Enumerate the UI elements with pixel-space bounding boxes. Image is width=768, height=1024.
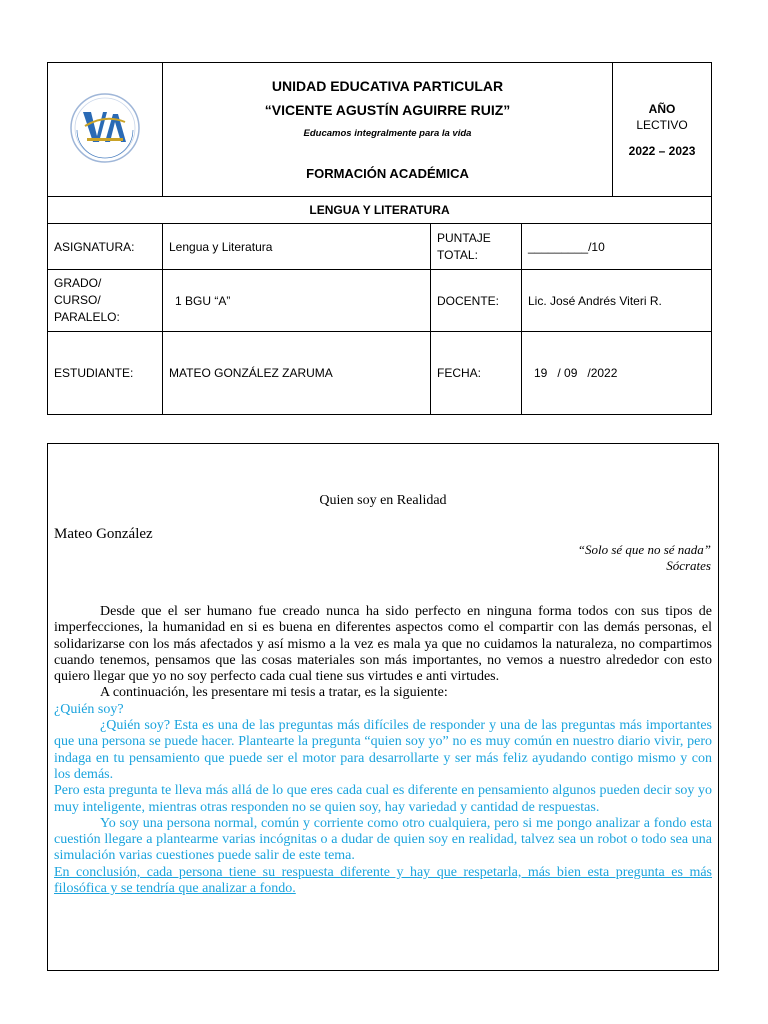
paragraph-development: ¿Quién soy? Esta es una de las preguntas más difíciles de responder y una de las preguntas más importantes que una persona se puede hacer. Plantearte la pregunta “quien soy yo” no es muy común en nuestro diario vivir, pero indaga en tu pensamiento que puede ser el motor para desarrollarte y ser más feliz ayudando contigo mismo y con los demás. — [54, 718, 712, 782]
asignatura-label: ASIGNATURA: — [48, 224, 163, 270]
epigraph — [578, 542, 711, 574]
logo-cell — [48, 63, 163, 197]
docente-label: DOCENTE: — [431, 270, 522, 332]
year-value: 2022 – 2023 — [628, 143, 696, 158]
header-table — [47, 62, 712, 415]
docente-value: Lic. José Andrés Viteri R. — [522, 270, 712, 332]
estudiante-value: MATEO GONZÁLEZ ZARUMA — [163, 332, 431, 415]
department-title: FORMACIÓN ACADÉMICA — [306, 166, 469, 181]
year-label-2: LECTIVO — [636, 117, 688, 132]
fecha-label: FECHA: — [431, 332, 522, 415]
essay-author: Mateo González — [54, 526, 153, 542]
subject-heading: LENGUA Y LITERATURA — [48, 197, 712, 224]
grado-label-1: GRADO/ — [54, 276, 102, 290]
academic-year-cell — [613, 63, 712, 197]
paragraph-thesis-intro: A continuación, les presentare mi tesis a tratar, es la siguiente: — [100, 685, 448, 701]
puntaje-label — [431, 224, 522, 270]
school-logo-icon — [69, 92, 141, 164]
epigraph-quote: “Solo sé que no sé nada” — [577, 542, 711, 557]
essay-body — [54, 604, 712, 897]
year-label-1: AÑO — [648, 101, 676, 116]
epigraph-author: Sócrates — [666, 558, 711, 573]
essay-title: Quien soy en Realidad — [319, 493, 447, 508]
school-line-2: “VICENTE AGUSTÍN AGUIRRE RUIZ” — [264, 102, 511, 118]
puntaje-value: _________/10 — [522, 224, 712, 270]
school-motto: Educamos integralmente para la vida — [303, 128, 472, 139]
paragraph-thesis-question: ¿Quién soy? — [54, 701, 124, 717]
school-name-cell — [163, 63, 613, 197]
estudiante-label: ESTUDIANTE: — [48, 332, 163, 415]
paragraph-conclusion: En conclusión, cada persona tiene su respuesta diferente y hay que respetarla, más bien esta pregunta es más filosófica y se tendría que analizar a fondo. — [54, 864, 712, 897]
paragraph-variety: Pero esta pregunta te lleva más allá de lo que eres cada cual es diferente en pensamiento algunos pueden decir soy yo muy inteligente, mientras otras responden no se quien soy, hay variedad y cantidad de respuestas. — [54, 783, 712, 815]
school-line-1: UNIDAD EDUCATIVA PARTICULAR — [271, 78, 504, 94]
puntaje-label-2: TOTAL: — [437, 247, 478, 262]
essay-box — [47, 443, 719, 971]
fecha-value: 19 / 09 /2022 — [522, 332, 712, 415]
grado-value: 1 BGU “A” — [163, 270, 431, 332]
paragraph-personal: Yo soy una persona normal, común y corriente como otro cualquiera, pero si me pongo analizar a fondo esta cuestión llegare a plantearme varias incógnitas o a dudar de quien soy en realidad, talvez sea un robot o todo sea una simulación varias cuestiones puede salir de este tema. — [54, 815, 712, 864]
grado-label-3: PARALELO: — [54, 310, 120, 324]
puntaje-label-1: PUNTAJE — [437, 230, 491, 245]
asignatura-value: Lengua y Literatura — [163, 224, 431, 270]
paragraph-intro: Desde que el ser humano fue creado nunca ha sido perfecto en ninguna forma todos con sus tipos de imperfecciones, la humanidad en si es buena en diferentes aspectos como el compartir con las demás personas, el solidarizarse con los más afectados y así mismo a la vez es mala ya que no cuidamos la naturaleza, no compartimos cuando tenemos, pensamos que las cosas materiales son más importantes, no vemos a nuestro alrededor con esto quiero llegar que yo no soy perfecto cada cual tiene sus virtudes e anti virtudes. — [54, 604, 712, 685]
grado-label-2: CURSO/ — [54, 293, 101, 307]
grado-label — [48, 270, 163, 332]
